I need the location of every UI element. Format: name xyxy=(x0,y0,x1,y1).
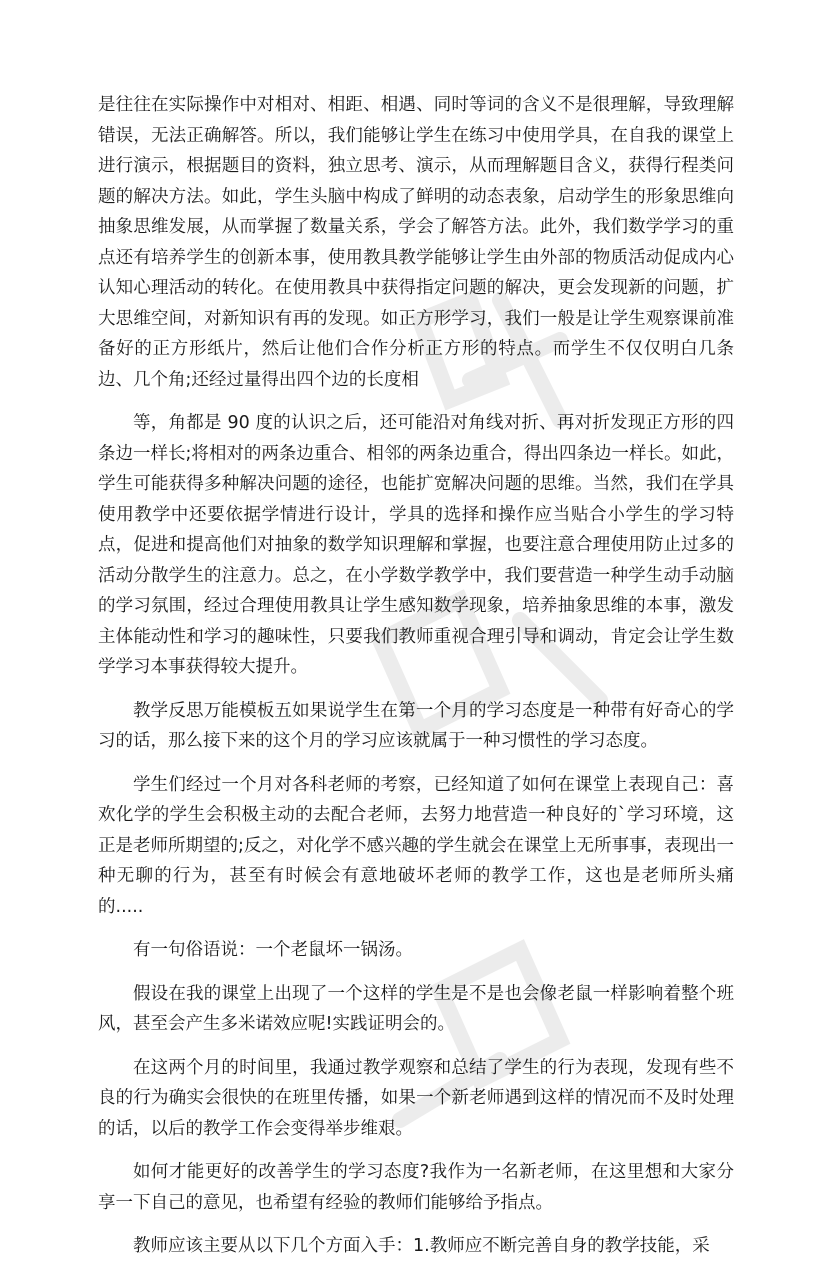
paragraph-4: 学生们经过一个月对各科老师的考察，已经知道了如何在课堂上表现自己：喜欢化学的学生会积极主动的去配合老师，去努力地营造一种良好的`学习环境，这正是老师所期望的;反之，对化学不感兴趣的学生就会在课堂上无所事事，表现出一种无聊的行为，甚至有时候会有意地破坏老师的教学工作，这也是老师所头痛的..... xyxy=(98,774,734,917)
paragraph-2: 等，角都是 90 度的认识之后，还可能沿对角线对折、再对折发现正方形的四条边一样长;将相对的两条边重合、相邻的两条边重合，得出四条边一样长。如此，学生可能获得多种解决问题的途径，也能扩宽解决问题的思维。当然，我们在学具使用教学中还要依据学情进行设计，学具的选择和操作应当贴合小学生的学习特点，促进和提高他们对抽象的数学知识理解和掌握，也要注意合理使用防止过多的活动分散学生的注意力。总之，在小学数学教学中，我们要营造一种学生动手动脑的学习氛围，经过合理使用教具让学生感知数学现象，培养抽象思维的本事，激发主体能动性和学习的趣味性，只要我们教师重视合理引导和调动，肯定会让学生数学学习本事获得较大提升。 xyxy=(98,413,734,677)
paragraph-1: 是往往在实际操作中对相对、相距、相遇、同时等词的含义不是很理解，导致理解错误，无法正确解答。所以，我们能够让学生在练习中使用学具，在自我的课堂上进行演示，根据题目的资料，独立思考、演示，从而理解题目含义，获得行程类问题的解决方法。如此，学生头脑中构成了鲜明的动态表象，启动学生的形象思维向抽象思维发展，从而掌握了数量关系，学会了解答方法。此外，我们数学学习的重点还有培养学生的创新本事，使用教具教学能够让学生由外部的物质活动促成内心认知心理活动的转化。在使用教具中获得指定问题的解决，更会发现新的问题，扩大思维空间，对新知识有再的发现。如正方形学习，我们一般是让学生观察课前准备好的正方形纸片，然后让他们合作分析正方形的特点。而学生不仅仅明白几条边、几个角;还经过量得出四个边的长度相 xyxy=(98,95,734,390)
document-body xyxy=(98,90,734,1262)
paragraph-7: 在这两个月的时间里，我通过教学观察和总结了学生的行为表现，发现有些不良的行为确实会很快的在班里传播，如果一个新老师遇到这样的情况而不及时处理的话，以后的教学工作会变得举步维艰。 xyxy=(98,1057,734,1139)
paragraph-5: 有一句俗语说：一个老鼠坏一锅汤。 xyxy=(133,940,413,960)
paragraph-9: 教师应该主要从以下几个方面入手：1.教师应不断完善自身的教学技能，采 xyxy=(133,1236,710,1256)
paragraph-8: 如何才能更好的改善学生的学习态度?我作为一名新老师，在这里想和大家分享一下自己的意见，也希望有经验的教师们能够给予指点。 xyxy=(98,1162,734,1213)
paragraph-3: 教学反思万能模板五如果说学生在第一个月的学习态度是一种带有好奇心的学习的话，那么接下来的这个月的学习应该就属于一种习惯性的学习态度。 xyxy=(98,700,734,751)
paragraph-6: 假设在我的课堂上出现了一个这样的学生是不是也会像老鼠一样影响着整个班风，甚至会产生多米诺效应呢!实践证明会的。 xyxy=(98,983,734,1034)
